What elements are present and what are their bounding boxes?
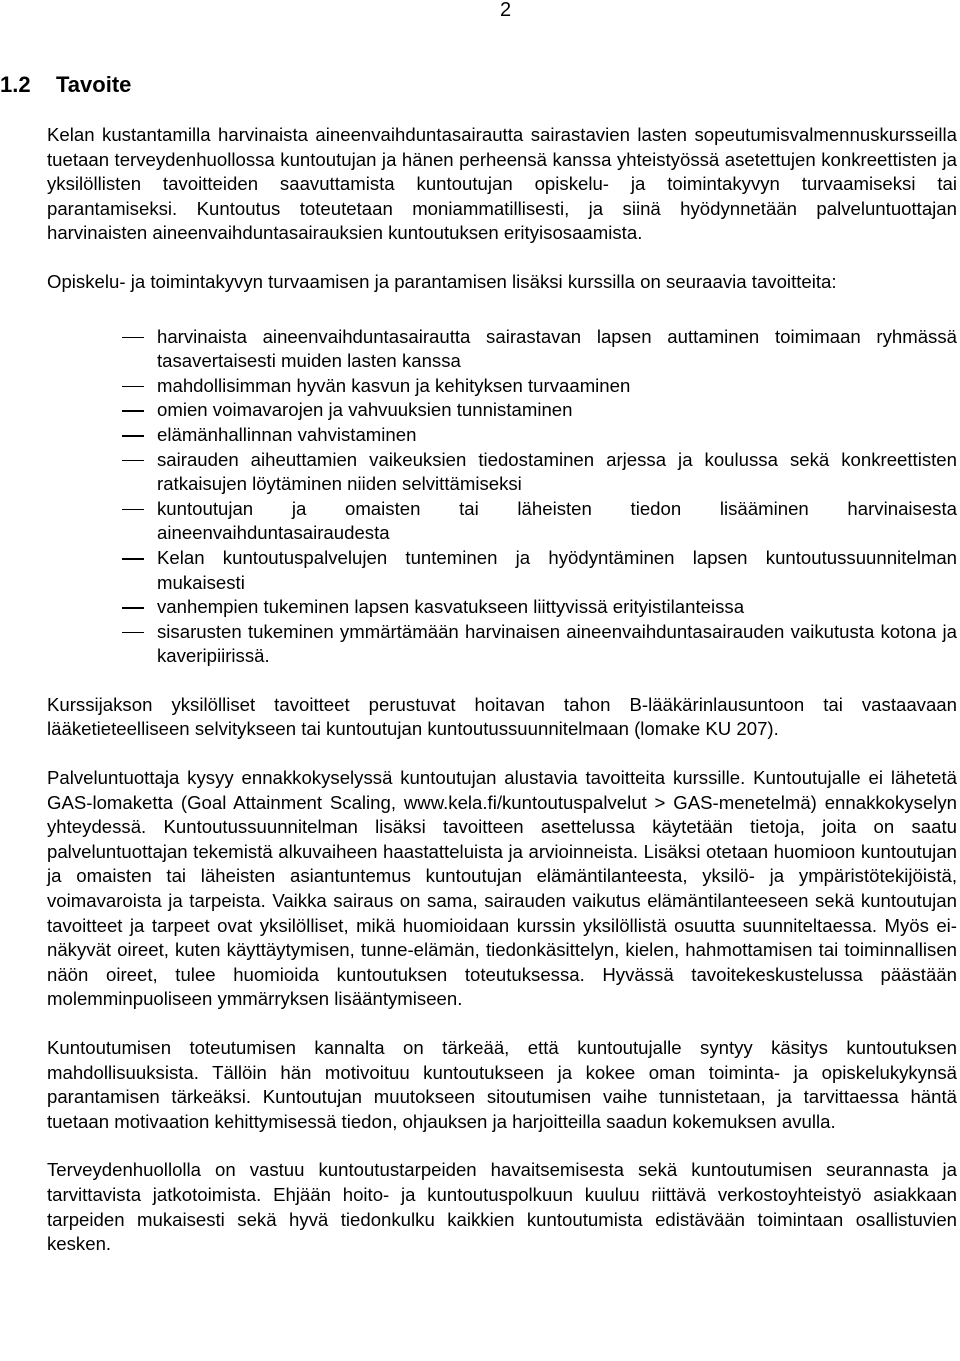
section-number: 1.2 <box>0 72 31 97</box>
list-item: vanhempien tukeminen lapsen kasvatukseen liittyvissä erityistilanteissa <box>47 595 957 620</box>
preliminary-survey-paragraph: Palveluntuottaja kysyy ennakkokyselyssä kuntoutujan alustavia tavoitteita kurssille. Kuntoutujalle ei lähetetä GAS-lomaketta (Goal Attainment Scaling, www.kela.fi/kuntoutuspalvelut > GAS-menetelmä) ennakkokyselyn yhteydessä. Kuntoutussuunnitelman lisäksi tavoitteen asettelussa käytetään tietoja, joita on saatu palveluntuottajan tekemistä alkuvaiheen haastatteluista ja arvioinneista. Lisäksi otetaan huomioon kuntoutujan ja omaisten tai läheisten asiantuntemus kuntoutujan elämäntilanteesta, yksilö- ja ympäristötekijöistä, voimavaroista ja tarpeista. Vaikka sairaus on sama, sairauden vaikutus elämäntilanteeseen sekä kuntoutujan tavoitteet ja tarpeet ovat yksilölliset, mikä huomioidaan kurssin yksilöllistä osuutta suunniteltaessa. Myös ei-näkyvät oireet, kuten käyttäytymisen, tunne-elämän, tiedonkäsittelyn, kielen, hahmottamisen tai toiminnallisen näön oireet, tulee huomioida kuntoutuksen toteutuksessa. Hyvässä tavoitekeskustelussa päästään molemminpuoliseen ymmärryksen lisääntymiseen. <box>47 767 957 1010</box>
list-item: Kelan kuntoutuspalvelujen tunteminen ja hyödyntäminen lapsen kuntoutussuunnitelman mukaisesti <box>47 546 957 595</box>
healthcare-responsibility-paragraph: Terveydenhuollolla on vastuu kuntoutustarpeiden havaitsemisesta sekä kuntoutumisen seurannasta ja tarvittavista jatkotoimista. Ehjään hoito- ja kuntoutuspolkuun kuuluu riittävä verkostoyhteistyö asiakkaan tarpeiden mukaisesti sekä hyvä tiedonkulku kaikkien kuntoutumista edistävään toimintaan osallistuvien kesken. <box>47 1159 957 1255</box>
document-body <box>47 123 957 1257</box>
dash-bullet-icon <box>122 386 144 388</box>
dash-bullet-icon <box>122 435 144 437</box>
list-item: harvinaista aineenvaihduntasairautta sairastavan lapsen auttaminen toimimaan ryhmässä tasavertaisesti muiden lasten kanssa <box>47 325 957 374</box>
dash-bullet-icon <box>122 509 144 511</box>
list-item: sisarusten tukeminen ymmärtämään harvinaisen aineenvaihduntasairauden vaikutusta kotona ja kaveripiirissä. <box>47 620 957 669</box>
list-item: elämänhallinnan vahvistaminen <box>47 423 957 448</box>
goals-intro-paragraph: Opiskelu- ja toimintakyvyn turvaamisen ja parantamisen lisäksi kurssilla on seuraavia tavoitteita: <box>47 270 837 292</box>
dash-bullet-icon <box>122 607 144 609</box>
list-item: omien voimavarojen ja vahvuuksien tunnistaminen <box>47 398 957 423</box>
page-number: 2 <box>500 0 512 21</box>
list-item: kuntoutujan ja omaisten tai läheisten tiedon lisääminen harvinaisesta aineenvaihduntasairaudesta <box>47 497 957 546</box>
goals-list <box>47 325 957 669</box>
section-heading <box>0 72 131 98</box>
dash-bullet-icon <box>122 337 144 339</box>
dash-bullet-icon <box>122 632 144 634</box>
dash-bullet-icon <box>122 558 144 560</box>
intro-paragraph: Kelan kustantamilla harvinaista aineenvaihduntasairautta sairastavien lasten sopeutumisvalmennuskursseilla tuetaan terveydenhuollossa kuntoutujan ja hänen perheensä kanssa yhteistyössä asetettujen konkreettisten ja yksilöllisten tavoitteiden saavuttamista kuntoutujan opiskelu- ja toimintakyvyn turvaamiseksi tai parantamiseksi. Kuntoutus toteutetaan moniammatillisesti, ja siinä hyödynnetään palveluntuottajan harvinaisten aineenvaihduntasairauksien kuntoutuksen erityisosaamista. <box>47 124 957 244</box>
dash-bullet-icon <box>122 460 144 462</box>
section-title: Tavoite <box>56 72 132 97</box>
list-item: sairauden aiheuttamien vaikeuksien tiedostaminen arjessa ja koulussa sekä konkreettisten ratkaisujen löytäminen niiden selvittämiseksi <box>47 448 957 497</box>
list-item: mahdollisimman hyvän kasvun ja kehityksen turvaaminen <box>47 374 957 399</box>
individual-goals-paragraph: Kurssijakson yksilölliset tavoitteet perustuvat hoitavan tahon B-lääkärinlausuntoon tai vastaavaan lääketieteelliseen selvitykseen tai kuntoutujan kuntoutussuunnitelmaan (lomake KU 207). <box>47 693 957 740</box>
dash-bullet-icon <box>122 410 144 412</box>
commitment-paragraph: Kuntoutumisen toteutumisen kannalta on tärkeää, että kuntoutujalle syntyy käsitys kuntoutuksen mahdollisuuksista. Tällöin hän motivoituu kuntoutukseen ja kokee oman toiminta- ja opiskelukykynsä parantamisen tärkeäksi. Kuntoutujan muutokseen sitoutumisen vaihe tunnistetaan, ja tarvittaessa häntä tuetaan motivaation kehittymisessä tiedon, ohjauksen ja harjoitteilla saadun kokemuksen avulla. <box>47 1037 957 1132</box>
